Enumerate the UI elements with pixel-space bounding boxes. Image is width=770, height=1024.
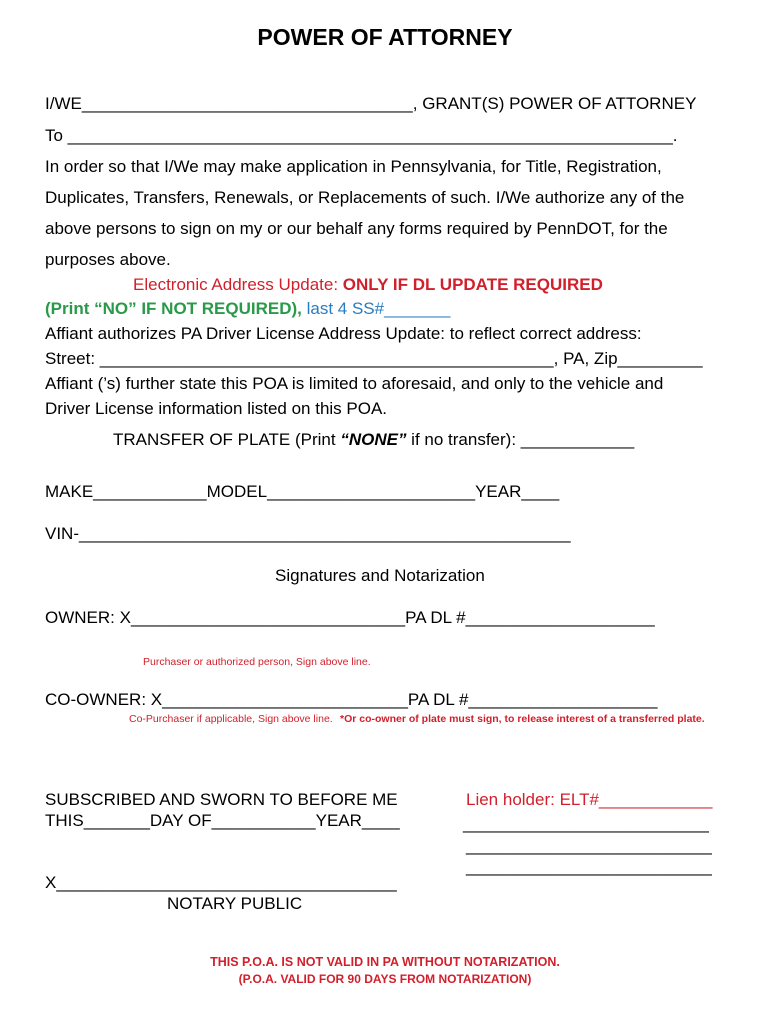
lien-blank-line-1: __________________________: [463, 814, 709, 833]
to-line: To ________________________________________________________________.: [45, 126, 678, 145]
print-no-text: (Print “NO” IF NOT REQUIRED),: [45, 299, 302, 318]
transfer-none: “NONE”: [340, 430, 407, 449]
transfer-suffix: if no transfer): ____________: [406, 430, 635, 449]
paragraph-line-3: above persons to sign on my or our behalf any forms required by PennDOT, for the: [45, 219, 668, 238]
lien-blank-line-2: __________________________: [466, 836, 712, 855]
footer-line-2: (P.O.A. VALID FOR 90 DAYS FROM NOTARIZATION): [238, 972, 532, 986]
signatures-heading: Signatures and Notarization: [275, 566, 485, 585]
owner-note: Purchaser or authorized person, Sign above line.: [143, 656, 371, 668]
footer-line-1: THIS P.O.A. IS NOT VALID IN PA WITHOUT NOTARIZATION.: [210, 955, 560, 969]
notary-public-label: NOTARY PUBLIC: [167, 894, 303, 913]
electronic-colon: :: [333, 275, 339, 294]
coowner-note: Co-Purchaser if applicable, Sign above line.: [129, 713, 333, 725]
document-title: POWER OF ATTORNEY: [257, 24, 513, 50]
last4-ss-field: last 4 SS#_______: [301, 299, 451, 318]
sworn-line: SUBSCRIBED AND SWORN TO BEFORE ME: [45, 790, 398, 809]
lien-blank-line-3: __________________________: [466, 857, 712, 876]
electronic-address-update-heading: [133, 275, 603, 295]
make-model-year-line: MAKE____________MODEL______________________YEAR____: [45, 482, 560, 501]
coowner-note-2: *Or co-owner of plate must sign, to release interest of a transferred plate.: [340, 713, 705, 725]
vin-line: VIN-____________________________________________________: [45, 524, 571, 543]
lien-holder-line: Lien holder: ELT#____________: [466, 790, 713, 809]
street-field: Street: ________________________________________________, PA, Zip_________: [45, 349, 703, 368]
paragraph-line-4: purposes above.: [45, 250, 171, 269]
electronic-label: Electronic Address Update: [133, 275, 334, 294]
transfer-prefix: TRANSFER OF PLATE (Print: [113, 430, 341, 449]
notary-signature-line: X____________________________________: [45, 873, 397, 892]
grant-line: I/WE___________________________________, GRANT(S) POWER OF ATTORNEY: [45, 94, 697, 113]
print-no-line: [45, 299, 450, 319]
affiant-line-1: Affiant authorizes PA Driver License Address Update: to reflect correct address:: [45, 324, 642, 343]
paragraph-line-2: Duplicates, Transfers, Renewals, or Replacements of such. I/We authorize any of the: [45, 188, 685, 207]
affiant-line-3: Affiant (’s) further state this POA is limited to aforesaid, and only to the vehicle and: [45, 374, 664, 393]
owner-signature-line: OWNER: X_____________________________PA DL #____________________: [45, 608, 655, 627]
paragraph-line-1: In order so that I/We may make application in Pennsylvania, for Title, Registration,: [45, 157, 662, 176]
this-day-line: THIS_______DAY OF___________YEAR____: [45, 811, 400, 830]
electronic-only-if: ONLY IF DL UPDATE REQUIRED: [338, 275, 603, 294]
affiant-line-4: Driver License information listed on this POA.: [45, 399, 388, 418]
coowner-signature-line: CO-OWNER: X__________________________PA DL #____________________: [45, 690, 658, 709]
transfer-plate-line: [113, 430, 634, 450]
